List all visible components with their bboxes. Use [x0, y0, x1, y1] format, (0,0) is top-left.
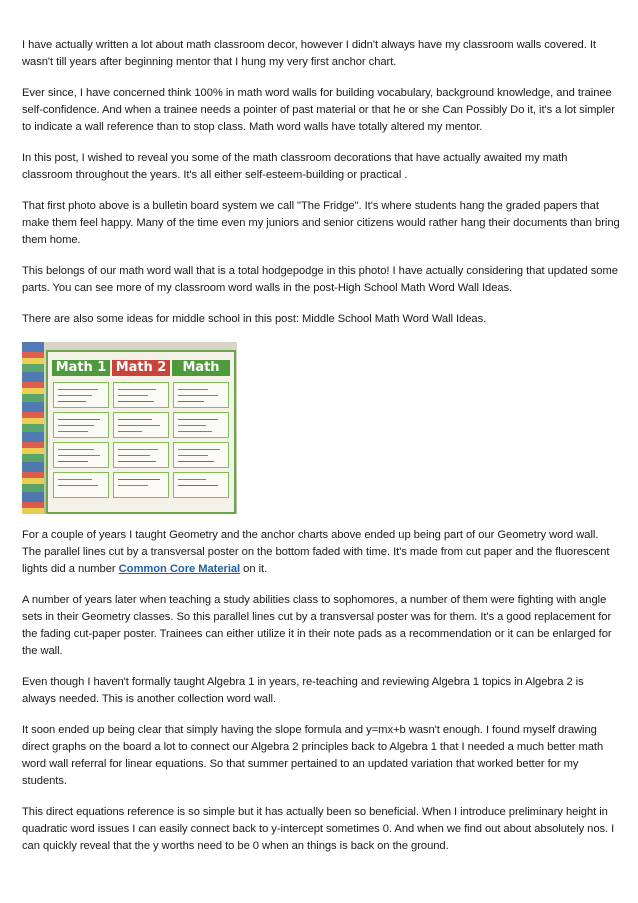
- paragraph-study-skills: A number of years later when teaching a study abilities class to sophomores, a number of them were fighting with angle sets in their Geometry classes. So this parallel lines cut by a transversal poster was for them. It's a good replacement for the fading cut-paper poster. Trainees can either utilize it in their note pads as a recommendation or it can be enlarged for the wall.: [22, 594, 612, 657]
- paragraph-2: Ever since, I have concerned think 100% in math word walls for building vocabulary, background knowledge, and trainee self-confidence. And when a trainee needs a pointer of past material or that he or she Can Possibly Do it, it's a lot simpler to indicate a wall reference than to stop class. Math word walls have totally altered my mentor.: [22, 87, 615, 133]
- photo-card: [53, 442, 109, 468]
- photo-card: [113, 412, 169, 438]
- photo-bulletin-board: [46, 350, 236, 514]
- photo-card: [53, 472, 109, 498]
- common-core-material-link[interactable]: Common Core Material: [118, 563, 241, 575]
- article-body: [22, 37, 620, 869]
- photo-header-math-3: Math: [172, 360, 230, 376]
- paragraph-6: There are also some ideas for middle school in this post: Middle School Math Word Wall Ideas.: [22, 313, 487, 325]
- paragraph-linear-reference: This direct equations reference is so simple but it has actually been so beneficial. When I introduce preliminary height in quadratic word issues I can easily connect back to y-intercept sometimes 0. And when we find out about absolutely nos. I can quickly reveal that the y worths need to be 0 when an things is back on the ground.: [22, 806, 615, 852]
- photo-card: [173, 382, 229, 408]
- photo-card: [53, 382, 109, 408]
- paragraph-3: In this post, I wished to reveal you some of the math classroom decorations that have actually awaited my math classroom throughout the years. It's all either self-esteem-building or practical .: [22, 152, 568, 181]
- paragraph-geometry-text: For a couple of years I taught Geometry and the anchor charts above ended up being part of our Geometry word wall. The parallel lines cut by a transversal poster on the bottom faded with time. It's made from cut paper and the fluorescent lights did a number: [22, 529, 610, 575]
- photo-card: [113, 472, 169, 498]
- paragraph-4: That first photo above is a bulletin board system we call "The Fridge". It's where students hang the graded papers that make them feel happy. Many of the time even my juniors and senior citizens would rather hang their documents than bring them home.: [22, 200, 620, 246]
- paragraph-5: This belongs of our math word wall that is a total hodgepodge in this photo! I have actually considering that updated some parts. You can see more of my classroom word walls in the post-High School Math Word Wall Ideas.: [22, 265, 618, 294]
- photo-side-poster: [22, 342, 44, 514]
- photo-card: [173, 412, 229, 438]
- photo-card: [53, 412, 109, 438]
- paragraph-1: I have actually written a lot about math classroom decor, however I didn't always have my classroom walls covered. It wasn't till years after beginning mentor that I hung my very first anchor chart.: [22, 39, 596, 68]
- paragraph-slope-formula: It soon ended up being clear that simply having the slope formula and y=mx+b wasn't enough. I found myself drawing direct graphs on the board a lot to connect our Algebra 2 principles back to Algebra 1 that I needed a much better math word wall referral for linear equations. So that summer pertained to an updated variation that worked better for my students.: [22, 724, 604, 787]
- photo-card: [173, 472, 229, 498]
- paragraph-algebra-1: Even though I haven't formally taught Algebra 1 in years, re-teaching and reviewing Algebra 1 topics in Algebra 2 is always needed. This is another collection word wall.: [22, 676, 584, 705]
- word-wall-photo: [22, 342, 237, 514]
- photo-header-math-2: Math 2: [112, 360, 170, 376]
- photo-card: [113, 442, 169, 468]
- photo-card: [113, 382, 169, 408]
- photo-card: [173, 442, 229, 468]
- paragraph-geometry: [22, 527, 620, 578]
- photo-header-math-1: Math 1: [52, 360, 110, 376]
- paragraph-geometry-tail: on it.: [240, 563, 268, 575]
